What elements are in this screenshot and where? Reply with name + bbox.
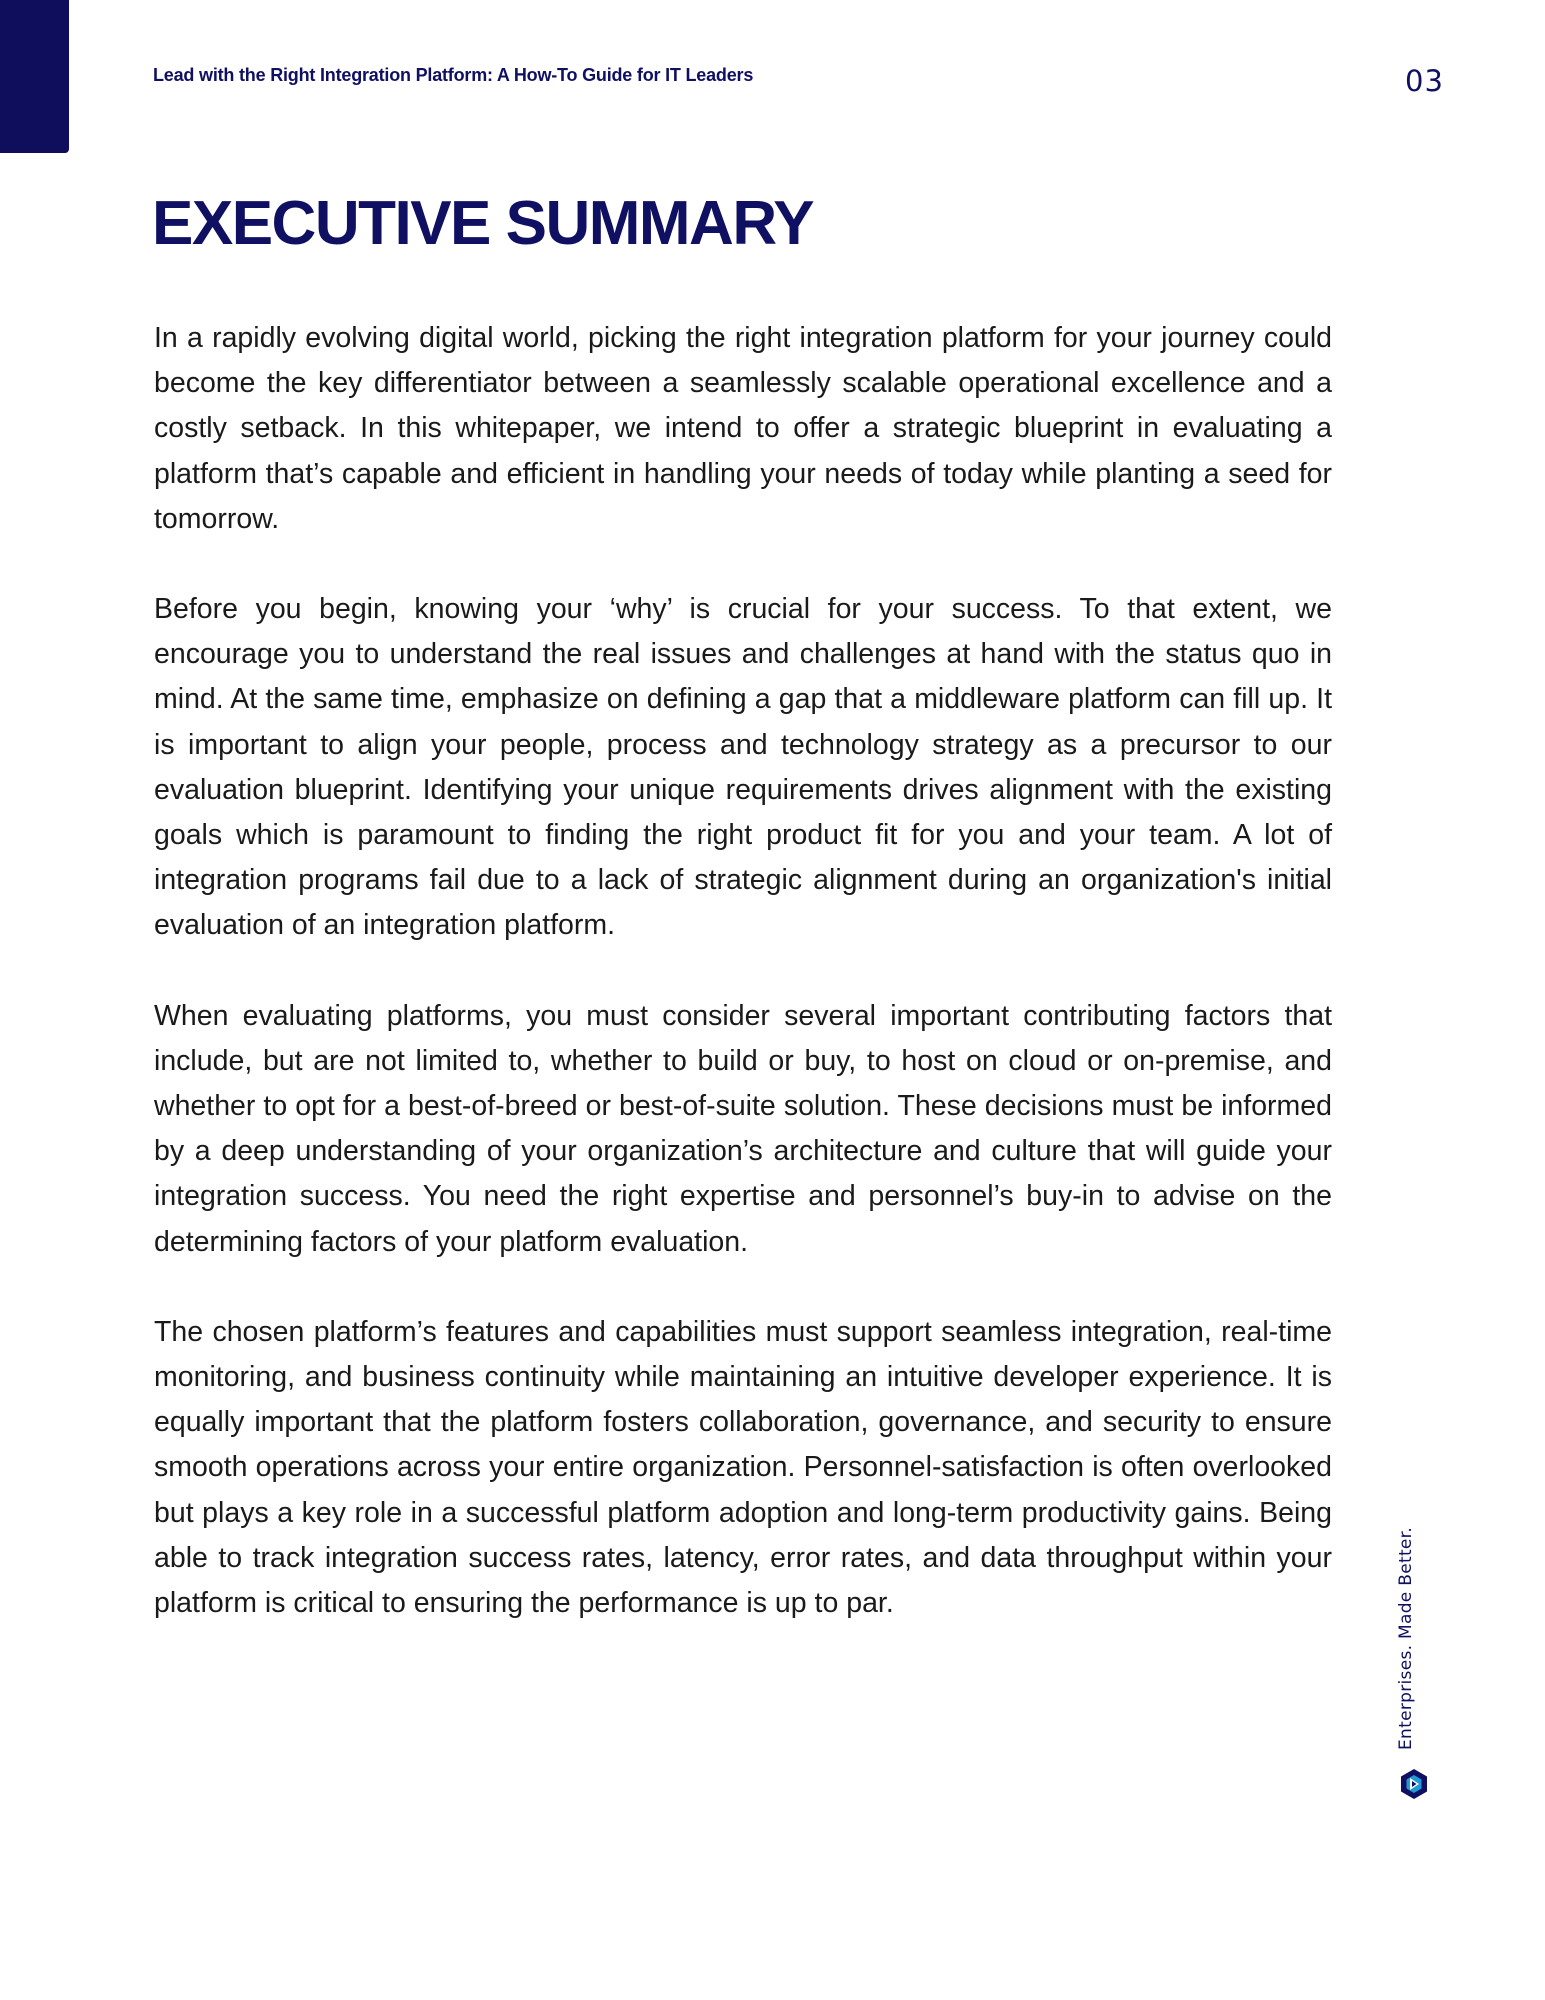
paragraph-features: The chosen platform’s features and capabilities must support seamless integration, real-time monitoring, and business continuity while maintaining an intuitive developer experience. It is equally important that the platform fosters collaboration, governance, and security to ensure smooth operations across your entire organization. Personnel-satisfaction is often overlooked but plays a key role in a successful platform adoption and long-term productivity gains. Being able to track integration success rates, latency, error rates, and data throughput within your platform is critical to ensuring the performance is up to par. (154, 1315, 1332, 1620)
paragraph-intro: In a rapidly evolving digital world, picking the right integration platform for your journey could become the key differentiator between a seamlessly scalable operational excellence and a costly setback. In this whitepaper, we intend to offer a strategic blueprint in evaluating a platform that’s capable and efficient in handling your needs of today while planting a seed for tomorrow. (154, 322, 1332, 535)
paragraph-evaluation-factors: When evaluating platforms, you must consider several important contributing factors that include, but are not limited to, whether to build or buy, to host on cloud or on-premise, and whether to opt for a best-of-breed or best-of-suite solution. These decisions must be informed by a deep understanding of your organization’s architecture and culture that will guide your integration success. You need the right expertise and personnel’s buy-in to advise on the determining factors of your platform evaluation. (154, 999, 1332, 1258)
page-number: 03 (1405, 64, 1444, 98)
corner-accent-block (0, 0, 69, 153)
document-title: Lead with the Right Integration Platform: A How-To Guide for IT Leaders (153, 65, 754, 85)
body-text (154, 316, 1332, 1671)
paragraph-why: Before you begin, knowing your ‘why’ is crucial for your success. To that extent, we encourage you to understand the real issues and challenges at hand with the status quo in mind. At the same time, emphasize on defining a gap that a middleware platform can fill up. It is important to align your people, process and technology strategy as a precursor to our evaluation blueprint. Identifying your unique requirements drives alignment with the existing goals which is paramount to finding the right product fit for you and your team. A lot of integration programs fail due to a lack of strategic alignment during an organization's initial evaluation of an integration platform. (154, 593, 1332, 942)
section-heading: EXECUTIVE SUMMARY (152, 189, 814, 258)
brand-hexagon-logo-icon (1398, 1768, 1430, 1800)
brand-tagline: Enterprises. Made Better. (1396, 1526, 1416, 1750)
